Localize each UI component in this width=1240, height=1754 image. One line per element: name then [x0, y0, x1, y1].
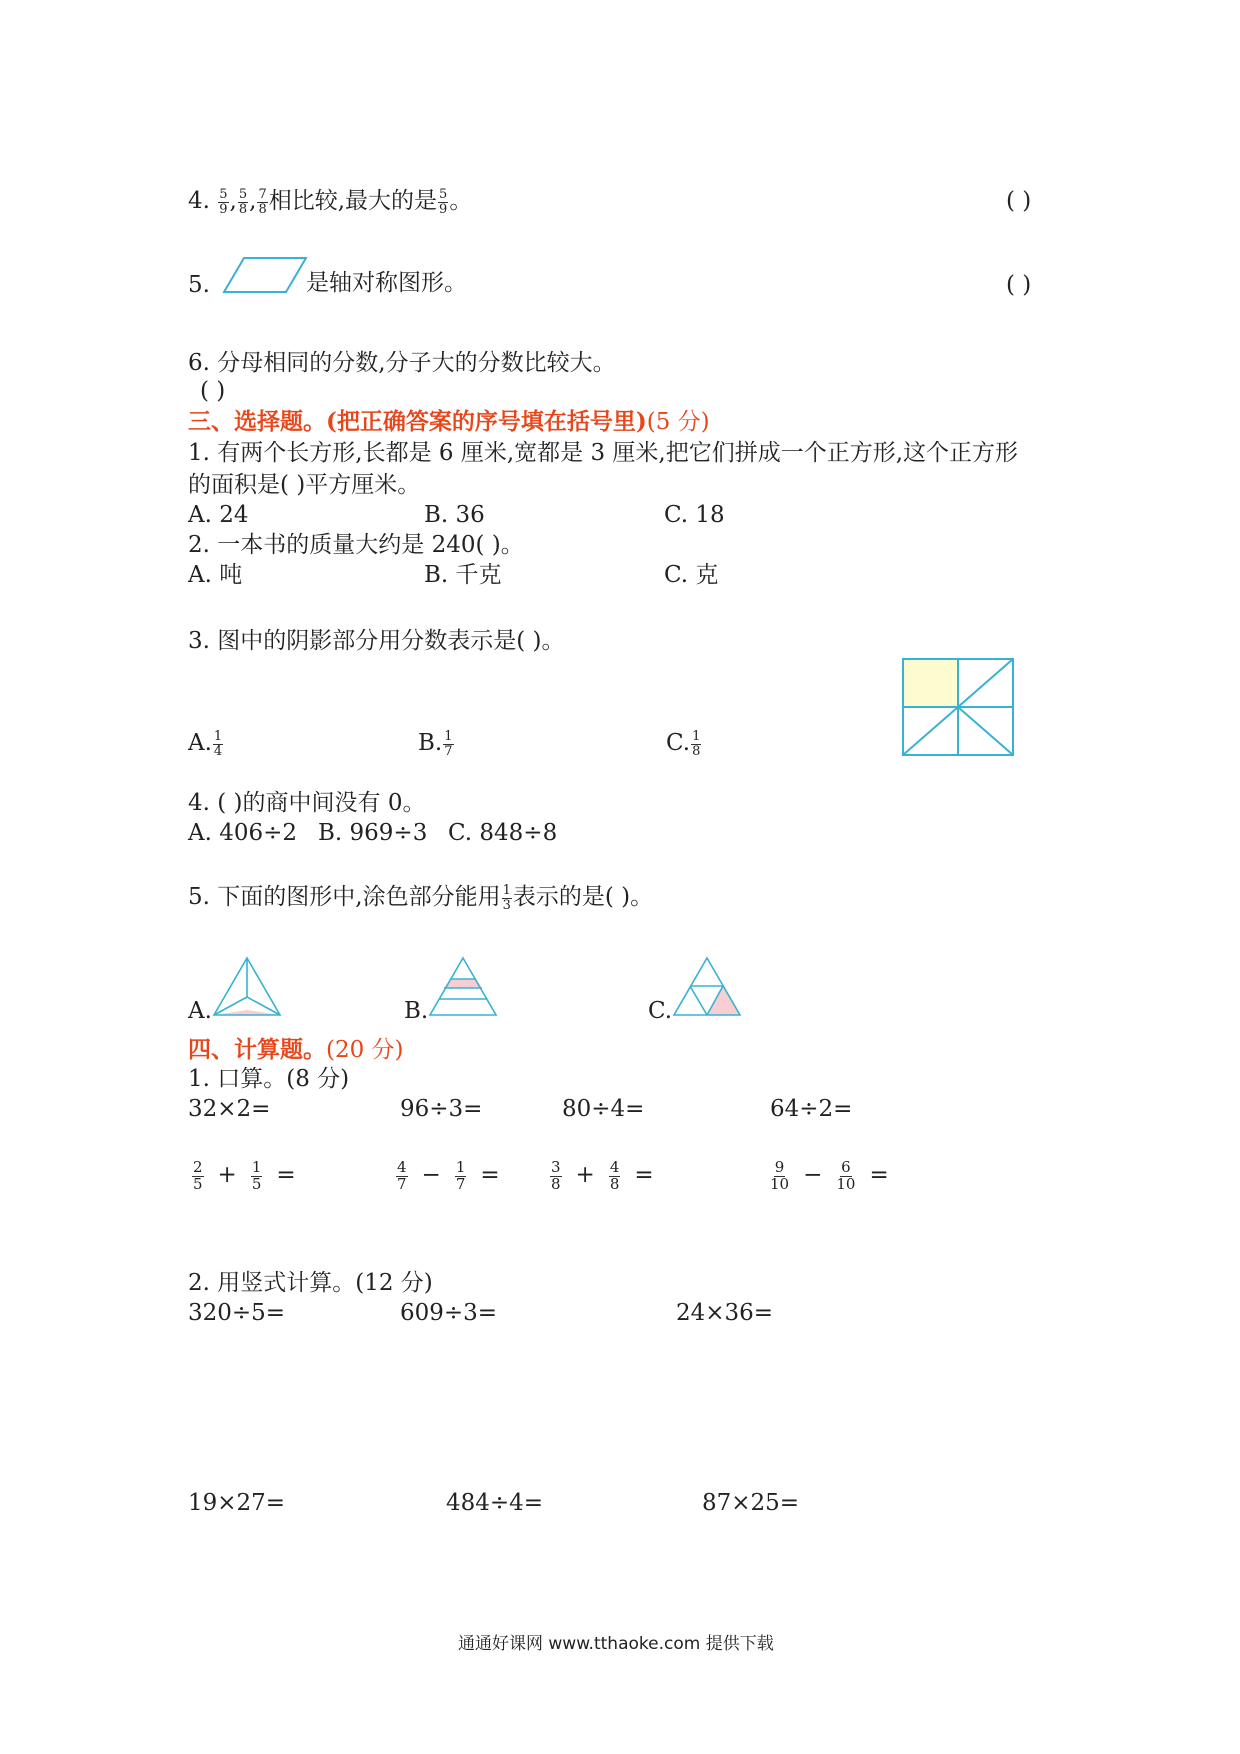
fraction: $\frac{5}{8}$: [238, 187, 248, 217]
oral-problem: 64÷2=: [770, 1096, 853, 1122]
fraction: $\frac{1}{4}$: [213, 729, 223, 759]
oral-problem: 80÷4=: [562, 1096, 645, 1122]
answer-paren[interactable]: ( ): [1006, 272, 1032, 298]
section-title: 三、选择题。(把正确答案的序号填在括号里)(5 分): [188, 408, 710, 435]
option-a[interactable]: A. 406÷2: [188, 820, 298, 846]
parallelogram-figure: [224, 256, 308, 294]
triangle-figure-c: [672, 956, 742, 1018]
vertical-problem: 320÷5=: [188, 1300, 286, 1326]
vertical-problem: 609÷3=: [400, 1300, 498, 1326]
oral-problem: 96÷3=: [400, 1096, 483, 1122]
judgment-q4: 4. $\frac{5}{9}$ , $\frac{5}{8}$ , $\frac{7}{8}$ 相比较,最大的是 $\frac{5}{9}$ 。: [188, 187, 473, 217]
fraction-problem: $\frac{2}{5}$ + $\frac{1}{5}$ =: [193, 1158, 296, 1193]
fraction: $\frac{1}{7}$: [444, 729, 453, 759]
option-c[interactable]: C.: [648, 998, 673, 1024]
section-title: 四、计算题。(20 分): [188, 1036, 404, 1063]
vertical-problem: 19×27=: [188, 1490, 286, 1516]
question-text: 2. 一本书的质量大约是 240( )。: [188, 532, 524, 558]
subsection-title: 2. 用竖式计算。(12 分): [188, 1270, 433, 1296]
option-c[interactable]: C. 848÷8: [448, 820, 558, 846]
fraction-problem: $\frac{3}{8}$ + $\frac{4}{8}$ =: [551, 1158, 654, 1193]
question-text: 5. 下面的图形中,涂色部分能用 $\frac{1}{3}$ 表示的是( )。: [188, 883, 654, 913]
question-text: 4. ( )的商中间没有 0。: [188, 790, 426, 816]
fraction: $\frac{1}{3}$: [502, 883, 511, 913]
judgment-q6-text: 6. 分母相同的分数,分子大的分数比较大。: [188, 350, 616, 376]
option-a[interactable]: A. 吨: [188, 562, 243, 588]
option-a[interactable]: A. 24: [188, 502, 249, 528]
question-text: 3. 图中的阴影部分用分数表示是( )。: [188, 628, 565, 654]
option-c[interactable]: C. 18: [664, 502, 725, 528]
option-b[interactable]: B. $\frac{1}{7}$: [418, 729, 453, 759]
option-b[interactable]: B. 36: [424, 502, 485, 528]
subsection-title: 1. 口算。(8 分): [188, 1066, 350, 1092]
fraction-problem: $\frac{9}{10}$ − $\frac{6}{10}$ =: [770, 1158, 889, 1193]
option-b[interactable]: B. 千克: [424, 562, 502, 588]
vertical-problem: 87×25=: [702, 1490, 800, 1516]
fraction: $\frac{7}{8}$: [258, 187, 267, 217]
option-b[interactable]: B.: [404, 998, 429, 1024]
judgment-q5-num: 5.: [188, 272, 210, 298]
footer-text: 通通好课网 www.tthaoke.com 提供下载: [458, 1634, 774, 1654]
fraction: $\frac{5}{9}$: [439, 187, 448, 217]
fraction: $\frac{5}{9}$: [219, 187, 228, 217]
answer-paren[interactable]: ( ): [200, 378, 226, 404]
triangle-figure-a: [212, 956, 282, 1018]
option-c[interactable]: C. $\frac{1}{8}$: [666, 729, 701, 759]
answer-paren[interactable]: ( ): [1006, 188, 1032, 214]
option-a[interactable]: A. $\frac{1}{4}$: [188, 729, 223, 759]
square-diagram: [902, 658, 1014, 756]
vertical-problem: 24×36=: [676, 1300, 774, 1326]
question-text: 的面积是( )平方厘米。: [188, 472, 421, 498]
option-c[interactable]: C. 克: [664, 562, 719, 588]
option-b[interactable]: B. 969÷3: [318, 820, 428, 846]
option-a[interactable]: A.: [188, 998, 212, 1024]
vertical-problem: 484÷4=: [446, 1490, 544, 1516]
triangle-figure-b: [428, 956, 498, 1018]
oral-problem: 32×2=: [188, 1096, 271, 1122]
judgment-q5-text: 是轴对称图形。: [306, 270, 467, 296]
fraction-problem: $\frac{4}{7}$ − $\frac{1}{7}$ =: [397, 1158, 500, 1193]
question-text: 1. 有两个长方形,长都是 6 厘米,宽都是 3 厘米,把它们拼成一个正方形,这个正方形: [188, 440, 1019, 466]
fraction: $\frac{1}{8}$: [692, 729, 701, 759]
